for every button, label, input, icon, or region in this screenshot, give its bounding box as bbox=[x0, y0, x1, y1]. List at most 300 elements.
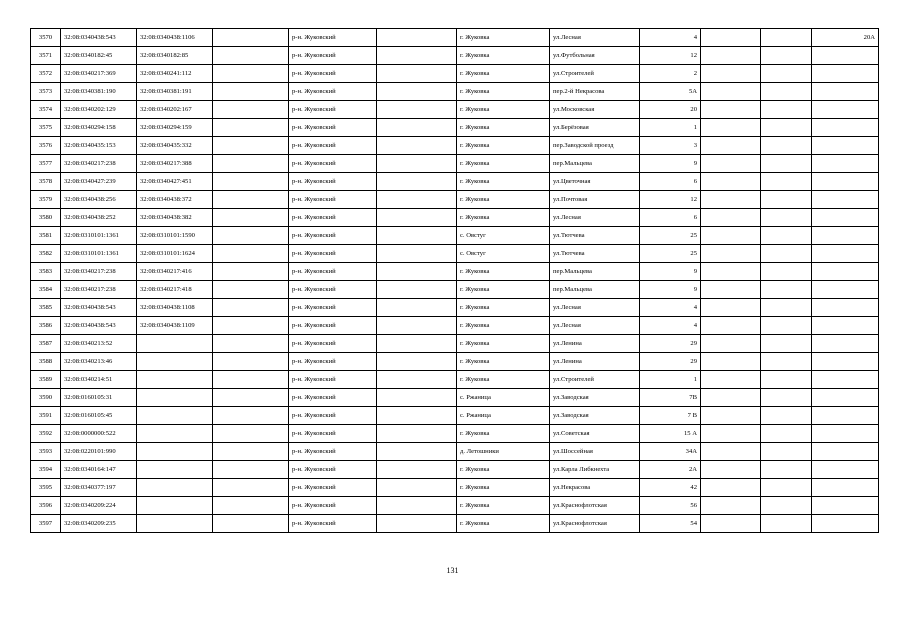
settlement-cell: г. Жуковка bbox=[457, 191, 550, 209]
row-number-cell: 3597 bbox=[31, 515, 61, 533]
settlement-cell: г. Жуковка bbox=[457, 65, 550, 83]
empty-cell bbox=[377, 497, 457, 515]
row-number-cell: 3595 bbox=[31, 479, 61, 497]
row-number-cell: 3590 bbox=[31, 389, 61, 407]
street-cell: пер.Мальцева bbox=[550, 155, 640, 173]
street-cell: ул.Строителей bbox=[550, 65, 640, 83]
empty-cell bbox=[761, 281, 812, 299]
object-cadastral-number-cell bbox=[137, 497, 213, 515]
apartment-cell bbox=[812, 155, 879, 173]
empty-cell bbox=[213, 497, 289, 515]
house-number-cell: 9 bbox=[640, 263, 701, 281]
house-number-cell: 54 bbox=[640, 515, 701, 533]
object-cadastral-number-cell bbox=[137, 371, 213, 389]
cadastral-number-cell: 32:08:0340164:147 bbox=[61, 461, 137, 479]
settlement-cell: г. Жуковка bbox=[457, 101, 550, 119]
house-number-cell: 7 В bbox=[640, 407, 701, 425]
apartment-cell bbox=[812, 173, 879, 191]
empty-cell bbox=[377, 137, 457, 155]
street-cell: ул.Тютчева bbox=[550, 227, 640, 245]
empty-cell bbox=[701, 497, 761, 515]
apartment-cell bbox=[812, 281, 879, 299]
district-cell: р-н. Жуковский bbox=[289, 245, 377, 263]
settlement-cell: г. Жуковка bbox=[457, 353, 550, 371]
row-number-cell: 3587 bbox=[31, 335, 61, 353]
table-row bbox=[31, 83, 879, 101]
empty-cell bbox=[213, 173, 289, 191]
empty-cell bbox=[761, 299, 812, 317]
district-cell: р-н. Жуковский bbox=[289, 29, 377, 47]
empty-cell bbox=[761, 353, 812, 371]
settlement-cell: г. Жуковка bbox=[457, 317, 550, 335]
street-cell: пер.Заводской проезд bbox=[550, 137, 640, 155]
empty-cell bbox=[761, 137, 812, 155]
settlement-cell: г. Жуковка bbox=[457, 29, 550, 47]
object-cadastral-number-cell bbox=[137, 425, 213, 443]
empty-cell bbox=[377, 209, 457, 227]
empty-cell bbox=[213, 263, 289, 281]
empty-cell bbox=[377, 317, 457, 335]
settlement-cell: с. Ржаница bbox=[457, 389, 550, 407]
street-cell: ул.Лесная bbox=[550, 317, 640, 335]
empty-cell bbox=[213, 191, 289, 209]
cadastral-number-cell: 32:08:0310101:1361 bbox=[61, 227, 137, 245]
empty-cell bbox=[377, 389, 457, 407]
empty-cell bbox=[761, 245, 812, 263]
object-cadastral-number-cell: 32:08:0340217:418 bbox=[137, 281, 213, 299]
table-row bbox=[31, 173, 879, 191]
empty-cell bbox=[701, 101, 761, 119]
house-number-cell: 6 bbox=[640, 209, 701, 227]
house-number-cell: 12 bbox=[640, 191, 701, 209]
empty-cell bbox=[377, 101, 457, 119]
settlement-cell: г. Жуковка bbox=[457, 461, 550, 479]
table-row bbox=[31, 461, 879, 479]
object-cadastral-number-cell bbox=[137, 407, 213, 425]
street-cell: ул.Почтовая bbox=[550, 191, 640, 209]
empty-cell bbox=[213, 461, 289, 479]
empty-cell bbox=[213, 335, 289, 353]
empty-cell bbox=[377, 263, 457, 281]
empty-cell bbox=[377, 47, 457, 65]
apartment-cell bbox=[812, 137, 879, 155]
table-row bbox=[31, 371, 879, 389]
district-cell: р-н. Жуковский bbox=[289, 65, 377, 83]
street-cell: пер.2-й Некрасова bbox=[550, 83, 640, 101]
empty-cell bbox=[377, 29, 457, 47]
empty-cell bbox=[213, 443, 289, 461]
street-cell: ул.Строителей bbox=[550, 371, 640, 389]
object-cadastral-number-cell: 32:08:0340438:1106 bbox=[137, 29, 213, 47]
district-cell: р-н. Жуковский bbox=[289, 317, 377, 335]
house-number-cell: 3 bbox=[640, 137, 701, 155]
street-cell: ул.Цветочная bbox=[550, 173, 640, 191]
empty-cell bbox=[213, 65, 289, 83]
district-cell: р-н. Жуковский bbox=[289, 335, 377, 353]
empty-cell bbox=[377, 173, 457, 191]
object-cadastral-number-cell: 32:08:0340217:416 bbox=[137, 263, 213, 281]
empty-cell bbox=[761, 425, 812, 443]
empty-cell bbox=[761, 227, 812, 245]
empty-cell bbox=[213, 299, 289, 317]
row-number-cell: 3576 bbox=[31, 137, 61, 155]
object-cadastral-number-cell bbox=[137, 389, 213, 407]
district-cell: р-н. Жуковский bbox=[289, 497, 377, 515]
settlement-cell: с. Ржаница bbox=[457, 407, 550, 425]
empty-cell bbox=[761, 263, 812, 281]
house-number-cell: 7В bbox=[640, 389, 701, 407]
empty-cell bbox=[213, 29, 289, 47]
apartment-cell bbox=[812, 119, 879, 137]
object-cadastral-number-cell: 32:08:0340435:332 bbox=[137, 137, 213, 155]
district-cell: р-н. Жуковский bbox=[289, 173, 377, 191]
house-number-cell: 25 bbox=[640, 245, 701, 263]
street-cell: ул.Краснофлотская bbox=[550, 515, 640, 533]
object-cadastral-number-cell: 32:08:0340427:451 bbox=[137, 173, 213, 191]
empty-cell bbox=[701, 173, 761, 191]
settlement-cell: д. Летошники bbox=[457, 443, 550, 461]
row-number-cell: 3588 bbox=[31, 353, 61, 371]
empty-cell bbox=[761, 191, 812, 209]
street-cell: ул.Футбольная bbox=[550, 47, 640, 65]
house-number-cell: 4 bbox=[640, 299, 701, 317]
row-number-cell: 3572 bbox=[31, 65, 61, 83]
cadastral-number-cell: 32:08:0340438:543 bbox=[61, 299, 137, 317]
cadastral-number-cell: 32:08:0340209:224 bbox=[61, 497, 137, 515]
cadastral-number-cell: 32:08:0340182:45 bbox=[61, 47, 137, 65]
empty-cell bbox=[761, 101, 812, 119]
district-cell: р-н. Жуковский bbox=[289, 227, 377, 245]
object-cadastral-number-cell: 32:08:0340294:159 bbox=[137, 119, 213, 137]
row-number-cell: 3579 bbox=[31, 191, 61, 209]
empty-cell bbox=[377, 371, 457, 389]
house-number-cell: 4 bbox=[640, 317, 701, 335]
empty-cell bbox=[213, 407, 289, 425]
settlement-cell: г. Жуковка bbox=[457, 281, 550, 299]
empty-cell bbox=[213, 515, 289, 533]
district-cell: р-н. Жуковский bbox=[289, 371, 377, 389]
empty-cell bbox=[377, 407, 457, 425]
empty-cell bbox=[377, 281, 457, 299]
row-number-cell: 3575 bbox=[31, 119, 61, 137]
house-number-cell: 56 bbox=[640, 497, 701, 515]
house-number-cell: 9 bbox=[640, 281, 701, 299]
cadastral-number-cell: 32:08:0160105:31 bbox=[61, 389, 137, 407]
table-row bbox=[31, 47, 879, 65]
empty-cell bbox=[761, 407, 812, 425]
house-number-cell: 2А bbox=[640, 461, 701, 479]
street-cell: ул.Советская bbox=[550, 425, 640, 443]
empty-cell bbox=[701, 479, 761, 497]
cadastral-number-cell: 32:08:0340438:543 bbox=[61, 317, 137, 335]
object-cadastral-number-cell bbox=[137, 335, 213, 353]
settlement-cell: г. Жуковка bbox=[457, 371, 550, 389]
empty-cell bbox=[701, 29, 761, 47]
apartment-cell bbox=[812, 407, 879, 425]
object-cadastral-number-cell: 32:08:0340438:1108 bbox=[137, 299, 213, 317]
row-number-cell: 3571 bbox=[31, 47, 61, 65]
apartment-cell bbox=[812, 371, 879, 389]
cadastral-number-cell: 32:08:0340294:158 bbox=[61, 119, 137, 137]
district-cell: р-н. Жуковский bbox=[289, 425, 377, 443]
empty-cell bbox=[213, 353, 289, 371]
street-cell: ул.Заводская bbox=[550, 407, 640, 425]
cadastral-number-cell: 32:08:0340217:369 bbox=[61, 65, 137, 83]
table-body bbox=[31, 29, 879, 533]
house-number-cell: 1 bbox=[640, 371, 701, 389]
apartment-cell bbox=[812, 497, 879, 515]
row-number-cell: 3593 bbox=[31, 443, 61, 461]
empty-cell bbox=[761, 389, 812, 407]
district-cell: р-н. Жуковский bbox=[289, 83, 377, 101]
apartment-cell bbox=[812, 443, 879, 461]
cadastral-number-cell: 32:08:0220101:990 bbox=[61, 443, 137, 461]
object-cadastral-number-cell: 32:08:0340381:191 bbox=[137, 83, 213, 101]
table-row bbox=[31, 425, 879, 443]
empty-cell bbox=[761, 65, 812, 83]
house-number-cell: 15 А bbox=[640, 425, 701, 443]
empty-cell bbox=[213, 479, 289, 497]
empty-cell bbox=[213, 281, 289, 299]
empty-cell bbox=[701, 461, 761, 479]
empty-cell bbox=[377, 299, 457, 317]
settlement-cell: г. Жуковка bbox=[457, 263, 550, 281]
table-row bbox=[31, 101, 879, 119]
settlement-cell: г. Жуковка bbox=[457, 335, 550, 353]
empty-cell bbox=[377, 191, 457, 209]
empty-cell bbox=[213, 371, 289, 389]
table-row bbox=[31, 191, 879, 209]
table-row bbox=[31, 227, 879, 245]
row-number-cell: 3596 bbox=[31, 497, 61, 515]
row-number-cell: 3584 bbox=[31, 281, 61, 299]
object-cadastral-number-cell bbox=[137, 515, 213, 533]
empty-cell bbox=[761, 479, 812, 497]
object-cadastral-number-cell: 32:08:0310101:1590 bbox=[137, 227, 213, 245]
empty-cell bbox=[213, 245, 289, 263]
settlement-cell: г. Жуковка bbox=[457, 515, 550, 533]
object-cadastral-number-cell bbox=[137, 479, 213, 497]
empty-cell bbox=[213, 83, 289, 101]
settlement-cell: г. Жуковка bbox=[457, 497, 550, 515]
row-number-cell: 3589 bbox=[31, 371, 61, 389]
street-cell: пер.Мальцева bbox=[550, 263, 640, 281]
cadastral-number-cell: 32:08:0340213:52 bbox=[61, 335, 137, 353]
empty-cell bbox=[377, 335, 457, 353]
table-row bbox=[31, 119, 879, 137]
empty-cell bbox=[213, 425, 289, 443]
row-number-cell: 3581 bbox=[31, 227, 61, 245]
table-row bbox=[31, 497, 879, 515]
empty-cell bbox=[377, 425, 457, 443]
table-row bbox=[31, 515, 879, 533]
table-row bbox=[31, 281, 879, 299]
street-cell: пер.Мальцева bbox=[550, 281, 640, 299]
row-number-cell: 3592 bbox=[31, 425, 61, 443]
row-number-cell: 3577 bbox=[31, 155, 61, 173]
settlement-cell: г. Жуковка bbox=[457, 137, 550, 155]
empty-cell bbox=[701, 119, 761, 137]
house-number-cell: 5А bbox=[640, 83, 701, 101]
cadastral-number-cell: 32:08:0000000:522 bbox=[61, 425, 137, 443]
street-cell: ул.Некрасова bbox=[550, 479, 640, 497]
cadastral-number-cell: 32:08:0340427:239 bbox=[61, 173, 137, 191]
cadastral-number-cell: 32:08:0340202:129 bbox=[61, 101, 137, 119]
empty-cell bbox=[701, 317, 761, 335]
empty-cell bbox=[761, 317, 812, 335]
settlement-cell: г. Жуковка bbox=[457, 155, 550, 173]
cadastral-number-cell: 32:08:0340438:256 bbox=[61, 191, 137, 209]
settlement-cell: г. Жуковка bbox=[457, 299, 550, 317]
street-cell: ул.Лесная bbox=[550, 29, 640, 47]
empty-cell bbox=[701, 209, 761, 227]
empty-cell bbox=[701, 353, 761, 371]
empty-cell bbox=[377, 245, 457, 263]
empty-cell bbox=[761, 497, 812, 515]
settlement-cell: г. Жуковка bbox=[457, 47, 550, 65]
district-cell: р-н. Жуковский bbox=[289, 263, 377, 281]
table-row bbox=[31, 263, 879, 281]
street-cell: ул.Краснофлотская bbox=[550, 497, 640, 515]
district-cell: р-н. Жуковский bbox=[289, 479, 377, 497]
cadastral-number-cell: 32:08:0340217:238 bbox=[61, 281, 137, 299]
table-row bbox=[31, 29, 879, 47]
data-table bbox=[30, 28, 879, 533]
empty-cell bbox=[213, 101, 289, 119]
street-cell: ул.Лесная bbox=[550, 299, 640, 317]
district-cell: р-н. Жуковский bbox=[289, 155, 377, 173]
empty-cell bbox=[701, 371, 761, 389]
district-cell: р-н. Жуковский bbox=[289, 209, 377, 227]
empty-cell bbox=[377, 479, 457, 497]
object-cadastral-number-cell: 32:08:0340241:112 bbox=[137, 65, 213, 83]
table-row bbox=[31, 299, 879, 317]
apartment-cell bbox=[812, 263, 879, 281]
object-cadastral-number-cell bbox=[137, 461, 213, 479]
table-row bbox=[31, 137, 879, 155]
empty-cell bbox=[761, 371, 812, 389]
street-cell: ул.Карла Либкнехта bbox=[550, 461, 640, 479]
empty-cell bbox=[377, 443, 457, 461]
empty-cell bbox=[761, 119, 812, 137]
empty-cell bbox=[701, 83, 761, 101]
empty-cell bbox=[761, 461, 812, 479]
empty-cell bbox=[761, 155, 812, 173]
object-cadastral-number-cell: 32:08:0340202:167 bbox=[137, 101, 213, 119]
empty-cell bbox=[213, 389, 289, 407]
apartment-cell bbox=[812, 515, 879, 533]
street-cell: ул.Берёзовая bbox=[550, 119, 640, 137]
row-number-cell: 3583 bbox=[31, 263, 61, 281]
street-cell: ул.Заводская bbox=[550, 389, 640, 407]
empty-cell bbox=[377, 65, 457, 83]
district-cell: р-н. Жуковский bbox=[289, 119, 377, 137]
cadastral-number-cell: 32:08:0340438:543 bbox=[61, 29, 137, 47]
street-cell: ул.Лесная bbox=[550, 209, 640, 227]
empty-cell bbox=[213, 47, 289, 65]
apartment-cell bbox=[812, 479, 879, 497]
settlement-cell: г. Жуковка bbox=[457, 479, 550, 497]
house-number-cell: 29 bbox=[640, 353, 701, 371]
empty-cell bbox=[213, 227, 289, 245]
empty-cell bbox=[701, 47, 761, 65]
row-number-cell: 3594 bbox=[31, 461, 61, 479]
district-cell: р-н. Жуковский bbox=[289, 515, 377, 533]
empty-cell bbox=[761, 173, 812, 191]
apartment-cell bbox=[812, 299, 879, 317]
row-number-cell: 3591 bbox=[31, 407, 61, 425]
empty-cell bbox=[701, 155, 761, 173]
house-number-cell: 29 bbox=[640, 335, 701, 353]
empty-cell bbox=[377, 119, 457, 137]
settlement-cell: г. Жуковка bbox=[457, 425, 550, 443]
apartment-cell bbox=[812, 65, 879, 83]
apartment-cell bbox=[812, 389, 879, 407]
district-cell: р-н. Жуковский bbox=[289, 389, 377, 407]
row-number-cell: 3586 bbox=[31, 317, 61, 335]
house-number-cell: 12 bbox=[640, 47, 701, 65]
empty-cell bbox=[377, 155, 457, 173]
apartment-cell bbox=[812, 425, 879, 443]
district-cell: р-н. Жуковский bbox=[289, 47, 377, 65]
empty-cell bbox=[701, 425, 761, 443]
district-cell: р-н. Жуковский bbox=[289, 299, 377, 317]
cadastral-number-cell: 32:08:0340217:238 bbox=[61, 263, 137, 281]
district-cell: р-н. Жуковский bbox=[289, 353, 377, 371]
house-number-cell: 34А bbox=[640, 443, 701, 461]
empty-cell bbox=[761, 29, 812, 47]
table-row bbox=[31, 65, 879, 83]
page-number: 131 bbox=[446, 566, 459, 575]
empty-cell bbox=[213, 119, 289, 137]
street-cell: ул.Шоссейная bbox=[550, 443, 640, 461]
object-cadastral-number-cell bbox=[137, 353, 213, 371]
apartment-cell bbox=[812, 83, 879, 101]
empty-cell bbox=[377, 515, 457, 533]
empty-cell bbox=[701, 407, 761, 425]
table-row bbox=[31, 443, 879, 461]
empty-cell bbox=[213, 317, 289, 335]
district-cell: р-н. Жуковский bbox=[289, 407, 377, 425]
settlement-cell: г. Жуковка bbox=[457, 209, 550, 227]
empty-cell bbox=[701, 65, 761, 83]
settlement-cell: г. Жуковка bbox=[457, 119, 550, 137]
empty-cell bbox=[761, 83, 812, 101]
row-number-cell: 3578 bbox=[31, 173, 61, 191]
empty-cell bbox=[761, 47, 812, 65]
table-row bbox=[31, 209, 879, 227]
empty-cell bbox=[213, 155, 289, 173]
empty-cell bbox=[761, 443, 812, 461]
row-number-cell: 3580 bbox=[31, 209, 61, 227]
object-cadastral-number-cell: 32:08:0340217:388 bbox=[137, 155, 213, 173]
cadastral-number-cell: 32:08:0340213:46 bbox=[61, 353, 137, 371]
apartment-cell bbox=[812, 245, 879, 263]
apartment-cell bbox=[812, 191, 879, 209]
cadastral-number-cell: 32:08:0340381:190 bbox=[61, 83, 137, 101]
table-row bbox=[31, 353, 879, 371]
row-number-cell: 3585 bbox=[31, 299, 61, 317]
empty-cell bbox=[701, 191, 761, 209]
apartment-cell bbox=[812, 461, 879, 479]
row-number-cell: 3573 bbox=[31, 83, 61, 101]
empty-cell bbox=[701, 281, 761, 299]
empty-cell bbox=[701, 335, 761, 353]
cadastral-number-cell: 32:08:0160105:45 bbox=[61, 407, 137, 425]
row-number-cell: 3574 bbox=[31, 101, 61, 119]
empty-cell bbox=[701, 263, 761, 281]
apartment-cell bbox=[812, 335, 879, 353]
